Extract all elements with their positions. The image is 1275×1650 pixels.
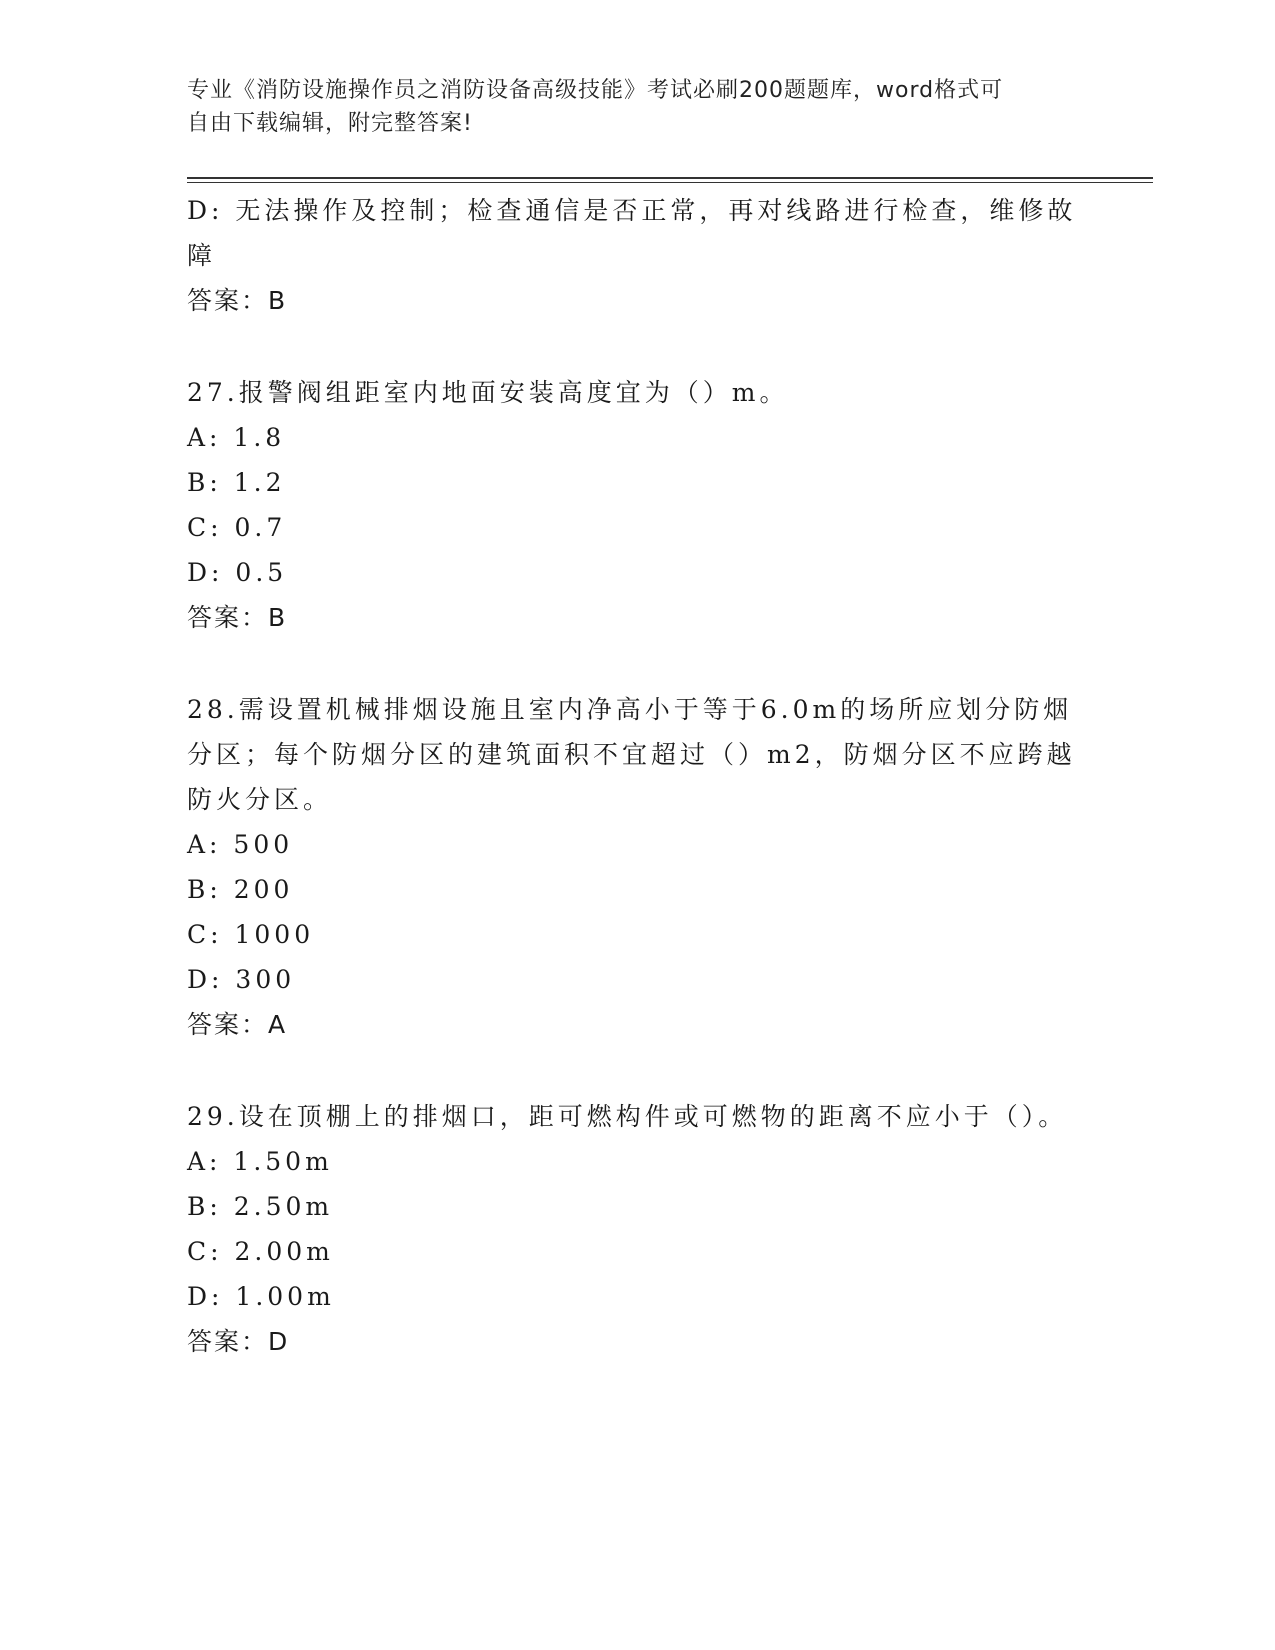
option-c: C: 2.00m [187, 1237, 334, 1266]
option-d: D: 300 [187, 965, 296, 994]
header-rule-thick [187, 177, 1153, 179]
option-d-continued: 障 [187, 241, 217, 270]
answer-line: 答案：D [187, 1327, 290, 1356]
option-b: B: 2.50m [187, 1192, 334, 1221]
answer-line: 答案：B [187, 603, 288, 632]
header-line-2: 自由下载编辑，附完整答案! [187, 111, 473, 136]
answer-line: 答案：B [187, 286, 288, 315]
option-a: A: 500 [187, 830, 294, 859]
question-27 [187, 370, 1067, 640]
previous-question-tail [187, 188, 1077, 323]
option-c: C: 1000 [187, 920, 315, 949]
question-gap [187, 1047, 1067, 1094]
question-gap [187, 640, 1067, 687]
question-stem-continued: 分区；每个防烟分区的建筑面积不宜超过（）m2，防烟分区不应跨越 [187, 740, 1076, 769]
question-29 [187, 1094, 1067, 1364]
question-28 [187, 687, 1076, 1047]
question-gap [187, 323, 1067, 370]
option-d: D: 0.5 [187, 558, 288, 587]
option-b: B: 1.2 [187, 468, 286, 497]
question-list [187, 188, 1077, 1364]
header-line-1: 专业《消防设施操作员之消防设备高级技能》考试必刷200题题库，word格式可 [187, 78, 1004, 103]
option-a: A: 1.50m [187, 1147, 333, 1176]
question-stem: 29.设在顶棚上的排烟口，距可燃构件或可燃物的距离不应小于（）。 [187, 1102, 1068, 1131]
document-header [187, 74, 1067, 140]
option-c: C: 0.7 [187, 513, 287, 542]
option-d: D: 1.00m [187, 1282, 335, 1311]
option-d: D: 无法操作及控制；检查通信是否正常，再对线路进行检查，维修故 [187, 196, 1077, 225]
question-stem: 27.报警阀组距室内地面安装高度宜为（）m。 [187, 378, 789, 407]
option-a: A: 1.8 [187, 423, 286, 452]
answer-line: 答案：A [187, 1010, 288, 1039]
option-b: B: 200 [187, 875, 294, 904]
header-rule-thin [187, 182, 1153, 183]
question-stem-continued: 防火分区。 [187, 785, 333, 814]
question-stem: 28.需设置机械排烟设施且室内净高小于等于6.0m的场所应划分防烟 [187, 695, 1073, 724]
